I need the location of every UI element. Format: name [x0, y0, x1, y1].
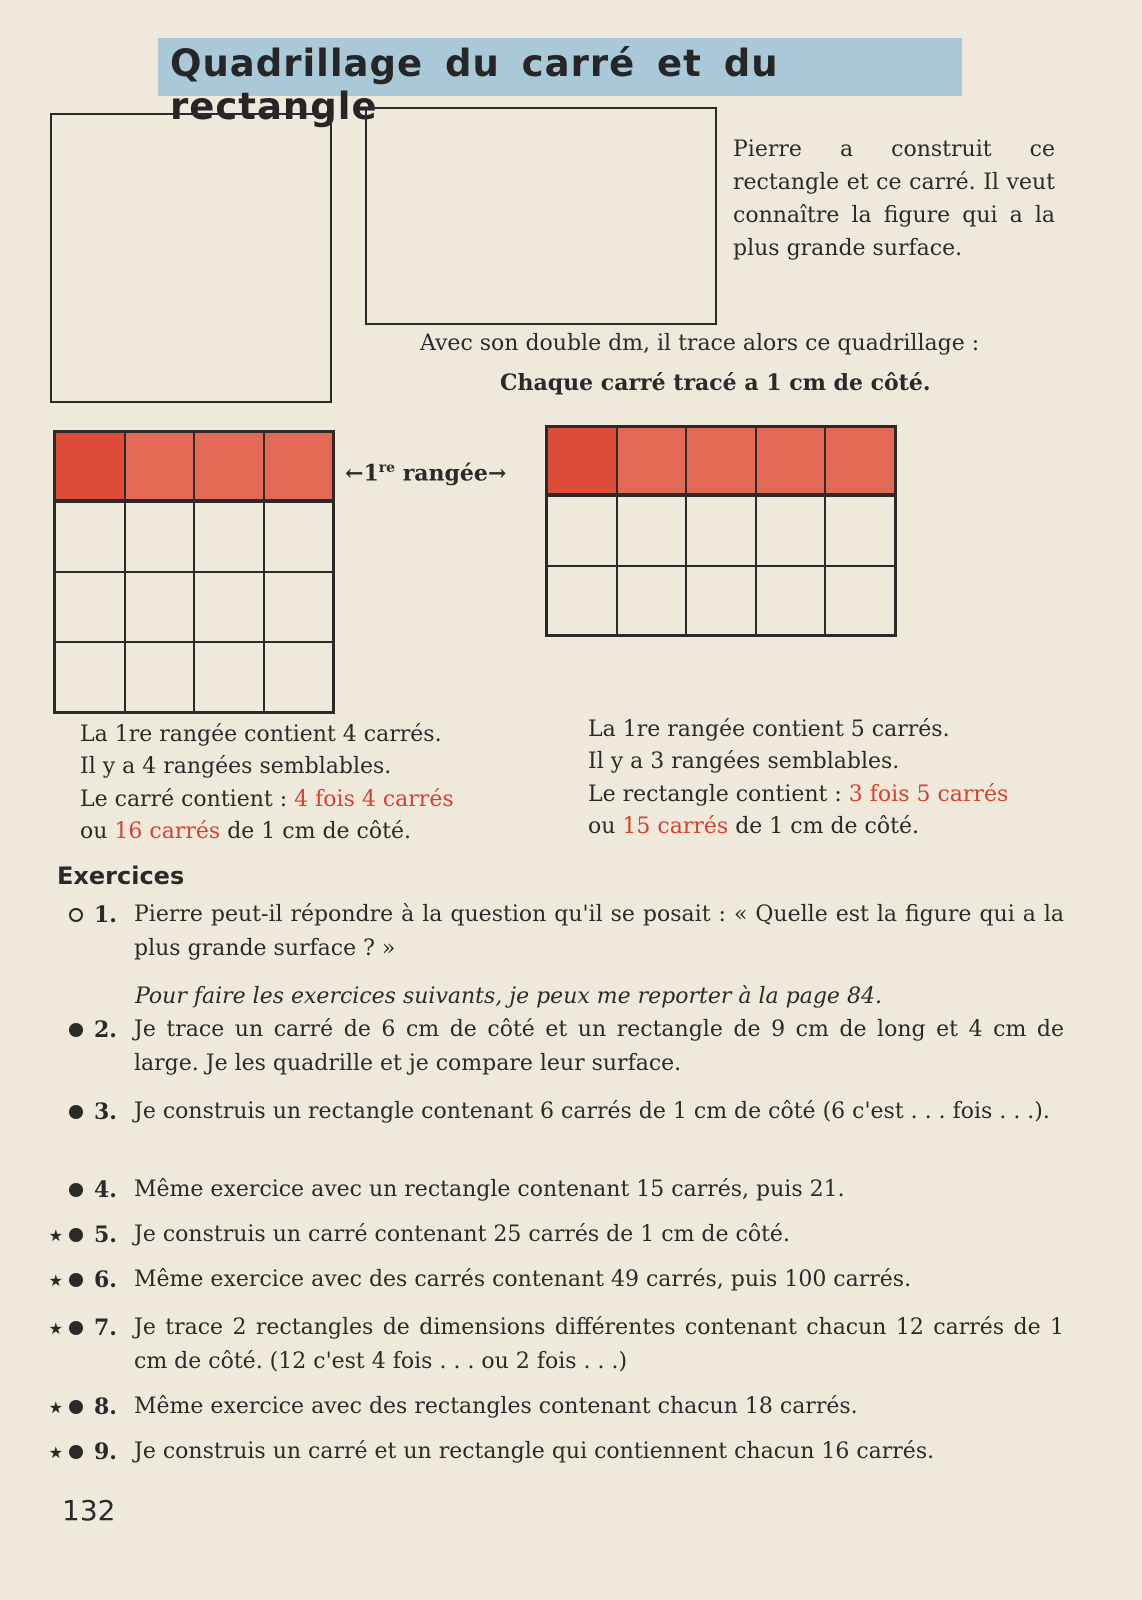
title-band	[158, 38, 962, 128]
bullet-icon	[69, 1183, 83, 1197]
bullet-icon	[69, 1105, 83, 1119]
exercise-note: Pour faire les exercices suivants, je peux me reporter à la page 84.	[135, 984, 882, 1009]
exercise-text: Je trace 2 rectangles de dimensions différentes contenant chacun 12 carrés de 1 cm de côté. (12 c'est 4 fois . . . ou 2 fois . . .)	[134, 1315, 1064, 1374]
cm-line: Chaque carré tracé a 1 cm de côté.	[500, 370, 931, 396]
star-icon: ★	[48, 1443, 63, 1462]
exercise-marker	[28, 1095, 83, 1129]
circle-icon	[69, 908, 83, 922]
row-ordinal-sup: re	[378, 460, 396, 476]
bullet-icon	[69, 1023, 83, 1037]
rectangle-outline	[365, 107, 717, 325]
grid-cell	[264, 502, 334, 572]
first-row-label	[345, 452, 506, 490]
square-grid	[53, 430, 335, 714]
trace-line: Avec son double dm, il trace alors ce quadrillage :	[420, 331, 980, 356]
arrow-right-icon: →	[487, 460, 507, 487]
text: Le rectangle contient :	[588, 782, 849, 807]
exercise-marker	[28, 898, 83, 932]
exercise-text: Je construis un carré contenant 25 carrés de 1 cm de côté.	[134, 1222, 790, 1247]
square-line-2: Il y a 4 rangées semblables.	[80, 754, 392, 779]
grid-cell	[194, 502, 264, 572]
grid-cell	[55, 572, 125, 642]
square-line-4	[80, 815, 411, 848]
grid-cell	[125, 502, 195, 572]
grid-cell	[55, 502, 125, 572]
highlight-text: 15 carrés	[622, 814, 729, 839]
grid-cell	[756, 496, 826, 565]
star-icon: ★	[48, 1271, 63, 1290]
exercise-marker	[28, 1390, 83, 1425]
exercise-number: 8.	[94, 1394, 117, 1420]
exercise-marker	[28, 1013, 83, 1047]
square-line-1: La 1re rangée contient 4 carrés.	[80, 722, 442, 747]
grid-cell	[547, 496, 617, 565]
page-title: Quadrillage du carré et du rectangle	[170, 42, 779, 128]
highlight-text: 3 fois 5 carrés	[848, 782, 1009, 807]
exercise-number: 3.	[94, 1099, 117, 1125]
square-outline	[50, 113, 332, 403]
arrow-left-icon: ←	[345, 460, 364, 487]
row-label-text: rangée	[395, 460, 488, 487]
first-row-cell	[125, 432, 195, 502]
exercise-text: Je construis un carré et un rectangle qui contiennent chacun 16 carrés.	[134, 1439, 935, 1464]
grid-cell	[756, 566, 826, 635]
grid-cell	[686, 566, 756, 635]
exercises-heading: Exercices	[57, 862, 185, 890]
text: de 1 cm de côté.	[728, 814, 919, 839]
exercise-text: Pierre peut-il répondre à la question qu'il se posait : « Quelle est la figure qui a la plus grande surface ? »	[134, 902, 1064, 961]
exercise-number: 2.	[94, 1017, 117, 1043]
exercise-number: 7.	[94, 1315, 117, 1341]
grid-cell	[686, 496, 756, 565]
first-row-cell	[825, 427, 895, 496]
grid-cell	[547, 566, 617, 635]
first-row-cell	[194, 432, 264, 502]
exercise-text: Je construis un rectangle contenant 6 carrés de 1 cm de côté (6 c'est . . . fois . . .).	[134, 1099, 1050, 1124]
grid-cell	[617, 566, 687, 635]
grid-cell	[125, 572, 195, 642]
rect-line-3	[588, 778, 1008, 811]
exercise-marker	[28, 1263, 83, 1298]
square-line-3	[80, 783, 454, 816]
bullet-icon	[69, 1445, 83, 1459]
highlight-text: 16 carrés	[114, 819, 221, 844]
text: ou	[588, 814, 623, 839]
rect-line-2: Il y a 3 rangées semblables.	[588, 749, 900, 774]
star-icon: ★	[48, 1226, 63, 1245]
text: Le carré contient :	[80, 787, 295, 812]
intro-paragraph: Pierre a construit ce rectangle et ce carré. Il veut connaître la figure qui a la plus grande surface.	[733, 137, 1055, 261]
grid-cell	[617, 496, 687, 565]
grid-cell	[825, 496, 895, 565]
text: de 1 cm de côté.	[220, 819, 411, 844]
grid-cell	[825, 566, 895, 635]
exercise-text: Je trace un carré de 6 cm de côté et un rectangle de 9 cm de long et 4 cm de large. Je les quadrille et je compare leur surface.	[134, 1017, 1064, 1076]
exercise-text: Même exercice avec des rectangles contenant chacun 18 carrés.	[134, 1394, 858, 1419]
star-icon: ★	[48, 1398, 63, 1417]
exercise-text: Même exercice avec des carrés contenant 49 carrés, puis 100 carrés.	[134, 1267, 912, 1292]
exercise-number: 9.	[94, 1439, 117, 1465]
first-row-cell	[264, 432, 334, 502]
rect-line-1: La 1re rangée contient 5 carrés.	[588, 717, 950, 742]
grid-cell	[55, 642, 125, 712]
exercise-marker	[28, 1311, 83, 1346]
page-number: 132	[62, 1494, 116, 1527]
row-ordinal: 1	[363, 460, 379, 487]
grid-cell	[264, 572, 334, 642]
exercise-number: 6.	[94, 1267, 117, 1293]
first-row-cell	[547, 427, 617, 496]
exercise-number: 4.	[94, 1177, 117, 1203]
exercise-marker	[28, 1218, 83, 1253]
exercise-marker	[28, 1173, 83, 1207]
exercise-number: 5.	[94, 1222, 117, 1248]
first-row-cell	[756, 427, 826, 496]
bullet-icon	[69, 1400, 83, 1414]
bullet-icon	[69, 1273, 83, 1287]
exercise-marker	[28, 1435, 83, 1470]
grid-cell	[264, 642, 334, 712]
grid-cell	[194, 572, 264, 642]
first-row-cell	[55, 432, 125, 502]
grid-cell	[194, 642, 264, 712]
rect-line-4	[588, 810, 919, 843]
first-row-cell	[617, 427, 687, 496]
text: ou	[80, 819, 115, 844]
first-row-cell	[686, 427, 756, 496]
grid-cell	[125, 642, 195, 712]
exercise-text: Même exercice avec un rectangle contenant 15 carrés, puis 21.	[134, 1177, 845, 1202]
rectangle-grid	[545, 425, 897, 637]
exercise-number: 1.	[94, 902, 117, 928]
star-icon: ★	[48, 1319, 63, 1338]
bullet-icon	[69, 1228, 83, 1242]
highlight-text: 4 fois 4 carrés	[294, 787, 454, 812]
bullet-icon	[69, 1321, 83, 1335]
